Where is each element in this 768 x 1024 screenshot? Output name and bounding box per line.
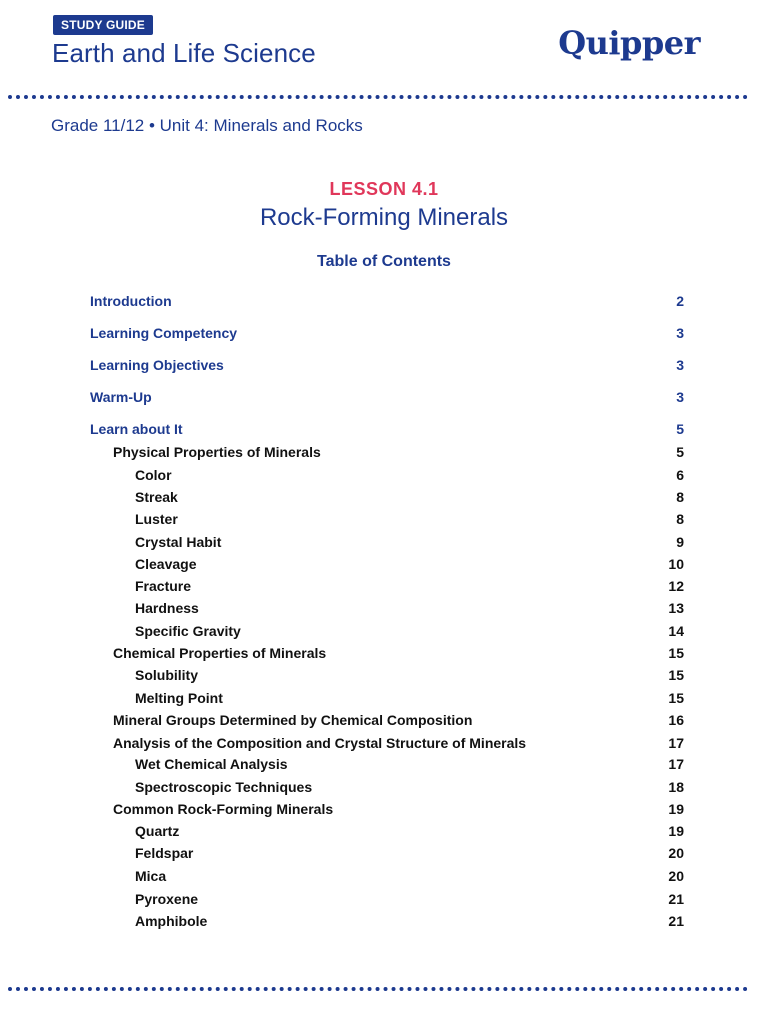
- toc-entry-label: Streak: [135, 489, 178, 505]
- toc-entry-label: Solubility: [135, 667, 198, 683]
- toc-entry-label: Introduction: [90, 293, 172, 309]
- toc-entry-introduction[interactable]: [90, 291, 684, 311]
- toc-entry-label: Learn about It: [90, 421, 183, 437]
- lesson-number: LESSON 4.1: [329, 179, 439, 199]
- toc-entry-label: Luster: [135, 511, 178, 527]
- toc-entry-page: 21: [668, 891, 684, 907]
- toc-entry-label: Mica: [135, 868, 167, 884]
- toc-entry-amphibole[interactable]: [90, 911, 684, 931]
- toc-entry-page: 17: [668, 735, 684, 751]
- toc-entry-label: Melting Point: [135, 690, 223, 706]
- toc-entry-page: 6: [676, 467, 684, 483]
- toc-entry-label: Feldspar: [135, 845, 194, 861]
- toc-entry-page: 15: [668, 645, 684, 661]
- toc-entry-page: 20: [668, 845, 684, 861]
- toc-entry-page: 3: [676, 357, 684, 373]
- toc-entry-page: 3: [676, 389, 684, 405]
- toc-entry-physical-properties[interactable]: [90, 442, 684, 462]
- breadcrumb: Grade 11/12 • Unit 4: Minerals and Rocks: [51, 116, 363, 135]
- toc-entry-page: 8: [676, 511, 684, 527]
- toc-entry-fracture[interactable]: [90, 576, 684, 596]
- toc-entry-label: Crystal Habit: [135, 534, 222, 550]
- study-guide-badge: STUDY GUIDE: [53, 15, 153, 35]
- toc-entry-learning-objectives[interactable]: [90, 355, 684, 375]
- toc-entry-label: Chemical Properties of Minerals: [113, 645, 327, 661]
- toc-entry-mineral-groups[interactable]: [90, 710, 684, 730]
- toc-entry-page: 13: [668, 600, 684, 616]
- toc-entry-label: Analysis of the Composition and Crystal Structure of Minerals: [113, 735, 527, 751]
- toc-entry-cleavage[interactable]: [90, 554, 684, 574]
- toc-entry-label: Spectroscopic Techniques: [135, 779, 313, 795]
- toc-entry-label: Hardness: [135, 600, 199, 616]
- toc-entry-solubility[interactable]: [90, 665, 684, 685]
- toc-entry-page: 18: [668, 779, 684, 795]
- toc-entry-page: 20: [668, 868, 684, 884]
- toc-entry-page: 3: [676, 325, 684, 341]
- subject-title: Earth and Life Science: [52, 38, 316, 68]
- toc-entry-specific-gravity[interactable]: [90, 621, 684, 641]
- toc-entry-page: 19: [668, 823, 684, 839]
- toc-entry-label: Fracture: [135, 578, 192, 594]
- toc-entry-label: Physical Properties of Minerals: [113, 444, 321, 460]
- toc-entry-feldspar[interactable]: [90, 843, 684, 863]
- toc-entry-page: 12: [668, 578, 684, 594]
- brand-logo: Quipper: [558, 24, 700, 62]
- toc-entry-page: 16: [668, 712, 684, 728]
- toc-entry-page: 10: [668, 556, 684, 572]
- toc-entry-streak[interactable]: [90, 487, 684, 507]
- toc-entry-label: Pyroxene: [135, 891, 199, 907]
- toc-heading: Table of Contents: [317, 253, 451, 270]
- toc-entry-page: 15: [668, 690, 684, 706]
- toc-entry-page: 15: [668, 667, 684, 683]
- toc-entry-page: 5: [676, 421, 684, 437]
- toc-entry-label: Quartz: [135, 823, 180, 839]
- toc-entry-page: 2: [676, 293, 684, 309]
- toc-entry-label: Specific Gravity: [135, 623, 241, 639]
- toc-entry-label: Warm-Up: [90, 389, 152, 405]
- toc-entry-learn-about-it[interactable]: [90, 419, 684, 439]
- top-divider: [8, 95, 748, 99]
- toc-entry-warm-up[interactable]: [90, 387, 684, 407]
- toc-entry-common-rock-forming-minerals[interactable]: [90, 799, 684, 819]
- toc-entry-label: Cleavage: [135, 556, 197, 572]
- toc-entry-page: 21: [668, 913, 684, 929]
- toc-entry-analysis-composition[interactable]: [90, 733, 684, 753]
- toc-entry-label: Color: [135, 467, 172, 483]
- toc-entry-color[interactable]: [90, 465, 684, 485]
- toc-entry-mica[interactable]: [90, 866, 684, 886]
- toc-entry-page: 8: [676, 489, 684, 505]
- toc-entry-page: 14: [668, 623, 684, 639]
- toc-entry-page: 17: [668, 756, 684, 772]
- toc-entry-melting-point[interactable]: [90, 688, 684, 708]
- toc-entry-label: Mineral Groups Determined by Chemical Composition: [113, 712, 473, 728]
- toc-entry-hardness[interactable]: [90, 598, 684, 618]
- toc-entry-luster[interactable]: [90, 509, 684, 529]
- toc-entry-pyroxene[interactable]: [90, 889, 684, 909]
- toc-entry-label: Learning Objectives: [90, 357, 224, 373]
- toc-entry-chemical-properties[interactable]: [90, 643, 684, 663]
- toc-entry-page: 5: [676, 444, 684, 460]
- toc-entry-page: 9: [676, 534, 684, 550]
- toc-entry-label: Learning Competency: [90, 325, 238, 341]
- toc-entry-quartz[interactable]: [90, 821, 684, 841]
- toc-entry-label: Amphibole: [135, 913, 208, 929]
- toc-entry-label: Common Rock-Forming Minerals: [113, 801, 334, 817]
- toc-entry-page: 19: [668, 801, 684, 817]
- bottom-divider: [8, 987, 748, 991]
- lesson-title: Rock-Forming Minerals: [259, 204, 509, 231]
- toc-entry-spectroscopic-techniques[interactable]: [90, 777, 684, 797]
- toc-entry-crystal-habit[interactable]: [90, 532, 684, 552]
- toc-entry-label: Wet Chemical Analysis: [135, 756, 288, 772]
- toc-entry-learning-competency[interactable]: [90, 323, 684, 343]
- toc-entry-wet-chemical-analysis[interactable]: [90, 754, 684, 774]
